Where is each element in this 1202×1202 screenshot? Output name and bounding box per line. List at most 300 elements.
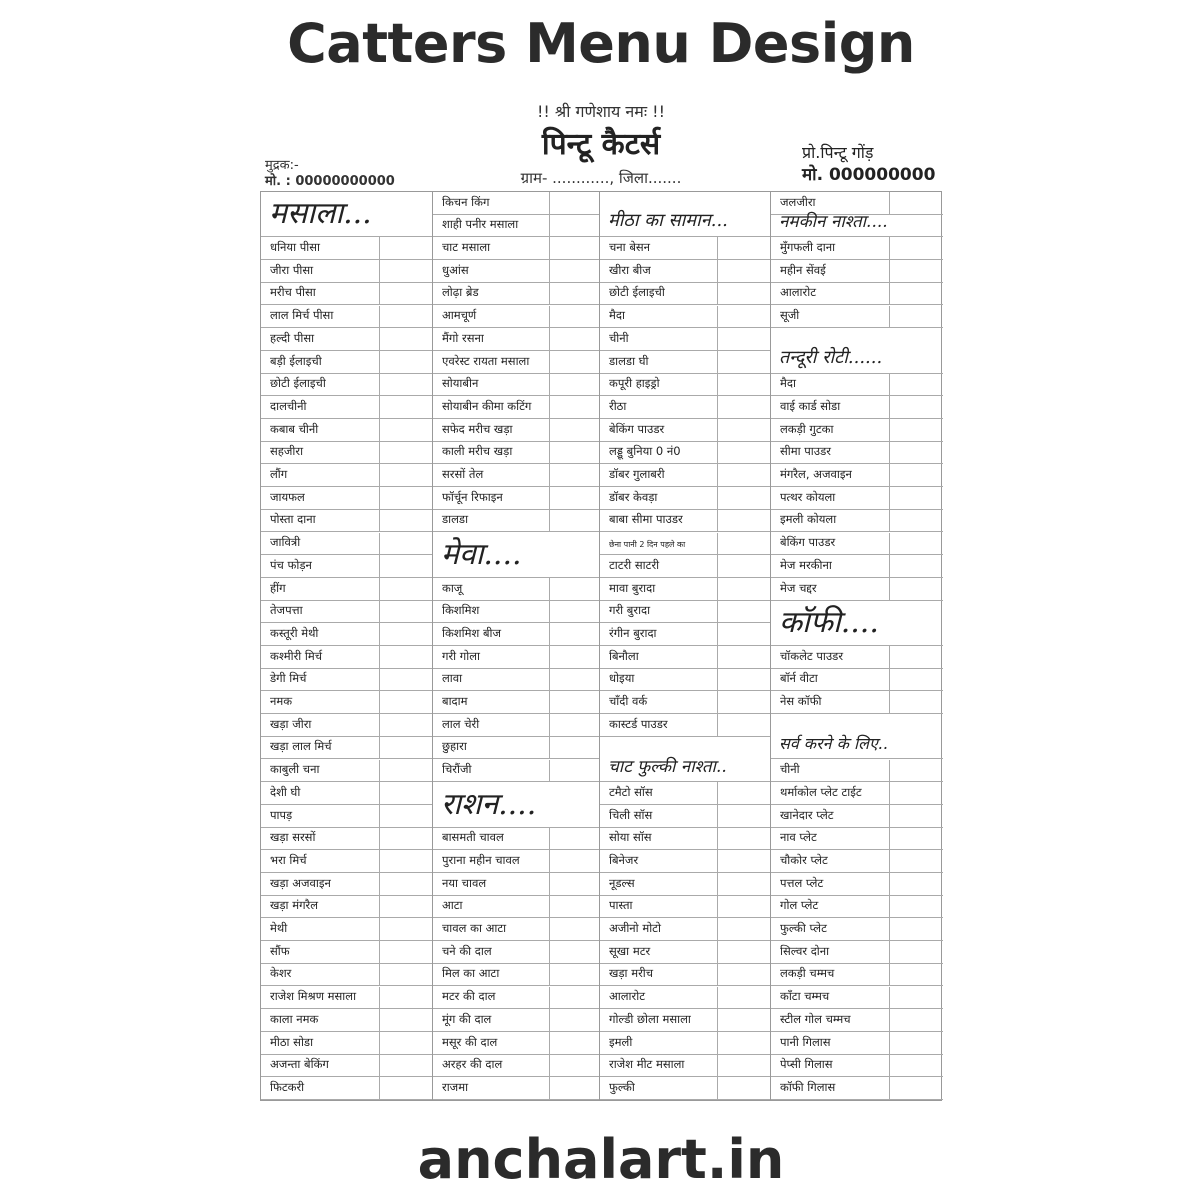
quantity-cell[interactable] bbox=[379, 328, 432, 350]
quantity-cell[interactable] bbox=[717, 714, 770, 736]
menu-item-row bbox=[771, 237, 943, 260]
quantity-cell[interactable] bbox=[889, 782, 943, 804]
section-heading-text: मसाला... bbox=[269, 196, 372, 232]
quantity-cell[interactable] bbox=[549, 578, 599, 600]
menu-item-row bbox=[261, 374, 432, 397]
quantity-cell[interactable] bbox=[889, 306, 943, 328]
menu-item-name: कॉफी गिलास bbox=[780, 1079, 836, 1094]
quantity-cell[interactable] bbox=[889, 669, 943, 691]
menu-item-row bbox=[433, 237, 599, 260]
quantity-cell[interactable] bbox=[717, 396, 770, 418]
quantity-cell[interactable] bbox=[889, 555, 943, 577]
menu-item-row bbox=[771, 442, 943, 465]
quantity-cell[interactable] bbox=[549, 283, 599, 305]
menu-item-row bbox=[261, 987, 432, 1010]
quantity-cell[interactable] bbox=[717, 442, 770, 464]
menu-item-row bbox=[600, 873, 770, 896]
menu-item-name: कश्मीरी मिर्च bbox=[270, 648, 323, 663]
proprietor-mobile: मो. 000000000 bbox=[802, 165, 936, 185]
menu-item-name: जलजीरा bbox=[780, 194, 816, 209]
menu-item-row bbox=[433, 306, 599, 329]
menu-item-name: अजीनो मोटो bbox=[609, 921, 661, 936]
menu-item-name: पापड़ bbox=[270, 807, 293, 822]
quantity-cell[interactable] bbox=[717, 283, 770, 305]
menu-item-name: इमली bbox=[609, 1034, 633, 1049]
quantity-cell[interactable] bbox=[379, 283, 432, 305]
quantity-cell[interactable] bbox=[717, 646, 770, 668]
quantity-cell[interactable] bbox=[549, 987, 599, 1009]
quantity-cell[interactable] bbox=[379, 964, 432, 986]
quantity-cell[interactable] bbox=[379, 419, 432, 441]
quantity-cell[interactable] bbox=[717, 691, 770, 713]
quantity-cell[interactable] bbox=[549, 464, 599, 486]
menu-item-name: सहजीरा bbox=[270, 444, 304, 459]
quantity-cell[interactable] bbox=[889, 283, 943, 305]
menu-item-row bbox=[771, 850, 943, 873]
quantity-cell[interactable] bbox=[379, 487, 432, 509]
quantity-cell[interactable] bbox=[379, 805, 432, 827]
quantity-cell[interactable] bbox=[379, 873, 432, 895]
quantity-cell[interactable] bbox=[379, 1032, 432, 1054]
menu-item-row bbox=[771, 646, 943, 669]
menu-item-row bbox=[261, 896, 432, 919]
section-heading-text: राशन.... bbox=[441, 786, 537, 822]
menu-item-name: कपूरी हाइड्रो bbox=[609, 376, 660, 391]
menu-item-row bbox=[600, 533, 770, 556]
quantity-cell[interactable] bbox=[379, 1055, 432, 1077]
quantity-cell[interactable] bbox=[549, 737, 599, 759]
menu-item-row bbox=[433, 1009, 599, 1032]
quantity-cell[interactable] bbox=[717, 237, 770, 259]
menu-item-row bbox=[261, 1077, 432, 1100]
menu-item-name: पेप्सी गिलास bbox=[780, 1057, 833, 1072]
quantity-cell[interactable] bbox=[549, 918, 599, 940]
menu-item-name: बिनौला bbox=[609, 648, 639, 663]
menu-item-name: शाही पनीर मसाला bbox=[442, 217, 519, 232]
menu-item-name: छुहारा bbox=[442, 739, 467, 754]
quantity-cell[interactable] bbox=[549, 419, 599, 441]
menu-item-row bbox=[771, 987, 943, 1010]
menu-item-name: सोया सॉस bbox=[609, 830, 652, 845]
quantity-cell[interactable] bbox=[379, 510, 432, 532]
menu-item-row bbox=[433, 374, 599, 397]
menu-item-row bbox=[600, 374, 770, 397]
quantity-cell[interactable] bbox=[717, 782, 770, 804]
footer-website: anchalart.in bbox=[417, 1128, 785, 1191]
quantity-cell[interactable] bbox=[717, 555, 770, 577]
quantity-cell[interactable] bbox=[717, 374, 770, 396]
quantity-cell[interactable] bbox=[549, 964, 599, 986]
menu-item-row bbox=[433, 941, 599, 964]
quantity-cell[interactable] bbox=[717, 1055, 770, 1077]
quantity-cell[interactable] bbox=[889, 850, 943, 872]
quantity-cell[interactable] bbox=[379, 782, 432, 804]
quantity-cell[interactable] bbox=[549, 351, 599, 373]
quantity-cell[interactable] bbox=[549, 1077, 599, 1099]
menu-item-name: भरा मिर्च bbox=[270, 852, 307, 867]
section-heading bbox=[600, 192, 770, 237]
address-line: ग्राम- ............, जिला....... bbox=[520, 169, 682, 187]
quantity-cell[interactable] bbox=[889, 464, 943, 486]
quantity-cell[interactable] bbox=[549, 1032, 599, 1054]
quantity-cell[interactable] bbox=[379, 918, 432, 940]
quantity-cell[interactable] bbox=[379, 623, 432, 645]
menu-item-name: आटा bbox=[442, 898, 463, 913]
menu-item-name: अजन्ता बेकिंग bbox=[270, 1057, 329, 1072]
quantity-cell[interactable] bbox=[889, 192, 943, 214]
quantity-cell[interactable] bbox=[889, 396, 943, 418]
menu-item-name: मसूर की दाल bbox=[442, 1034, 498, 1049]
quantity-cell[interactable] bbox=[549, 260, 599, 282]
menu-item-name: बॉर्न वीटा bbox=[780, 671, 818, 686]
quantity-cell[interactable] bbox=[549, 442, 599, 464]
menu-item-name: बिनेजर bbox=[609, 852, 639, 867]
menu-item-name: मीठा सोडा bbox=[270, 1034, 314, 1049]
quantity-cell[interactable] bbox=[889, 1077, 943, 1099]
menu-item-name: चॉकलेट पाउडर bbox=[780, 648, 844, 663]
quantity-cell[interactable] bbox=[717, 1077, 770, 1099]
menu-item-name: चने की दाल bbox=[442, 943, 492, 958]
menu-item-name: सूजी bbox=[780, 308, 800, 323]
menu-item-row bbox=[771, 510, 943, 533]
menu-item-name: सरसों तेल bbox=[442, 467, 484, 482]
quantity-cell[interactable] bbox=[379, 533, 432, 555]
menu-item-row bbox=[771, 964, 943, 987]
quantity-cell[interactable] bbox=[379, 374, 432, 396]
menu-item-row bbox=[771, 1009, 943, 1032]
menu-item-row bbox=[261, 964, 432, 987]
quantity-cell[interactable] bbox=[379, 578, 432, 600]
menu-item-name: चाट मसाला bbox=[442, 240, 491, 255]
menu-item-row bbox=[771, 1055, 943, 1078]
menu-item-row bbox=[600, 941, 770, 964]
quantity-cell[interactable] bbox=[549, 1055, 599, 1077]
menu-item-name: खड़ा अजवाइन bbox=[270, 875, 331, 890]
menu-item-row bbox=[433, 646, 599, 669]
quantity-cell[interactable] bbox=[717, 487, 770, 509]
quantity-cell[interactable] bbox=[379, 941, 432, 963]
quantity-cell[interactable] bbox=[379, 464, 432, 486]
menu-item-name: गोल्डी छोला मसाला bbox=[609, 1011, 691, 1026]
quantity-cell[interactable] bbox=[889, 419, 943, 441]
menu-item-row bbox=[600, 1077, 770, 1100]
quantity-cell[interactable] bbox=[717, 260, 770, 282]
quantity-cell[interactable] bbox=[717, 601, 770, 623]
menu-item-name: बाबा सीमा पाउडर bbox=[609, 512, 683, 527]
quantity-cell[interactable] bbox=[889, 260, 943, 282]
menu-item-name: बेकिंग पाउडर bbox=[609, 421, 665, 436]
quantity-cell[interactable] bbox=[549, 374, 599, 396]
menu-item-row bbox=[433, 737, 599, 760]
menu-item-name: फॉर्चून रिफाइन bbox=[442, 489, 503, 504]
quantity-cell[interactable] bbox=[549, 1009, 599, 1031]
quantity-cell[interactable] bbox=[549, 850, 599, 872]
quantity-cell[interactable] bbox=[379, 306, 432, 328]
menu-item-name: चिली सॉस bbox=[609, 807, 653, 822]
menu-item-row bbox=[433, 964, 599, 987]
quantity-cell[interactable] bbox=[717, 1032, 770, 1054]
menu-item-name: धनिया पीसा bbox=[270, 240, 321, 255]
quantity-cell[interactable] bbox=[889, 964, 943, 986]
menu-item-name: मंगरैल, अजवाइन bbox=[780, 467, 852, 482]
quantity-cell[interactable] bbox=[549, 306, 599, 328]
quantity-cell[interactable] bbox=[717, 805, 770, 827]
quantity-cell[interactable] bbox=[549, 714, 599, 736]
section-heading-text: कॉफी.... bbox=[779, 604, 879, 640]
section-heading bbox=[771, 601, 943, 646]
menu-item-name: लकड़ी चम्मच bbox=[780, 966, 835, 981]
quantity-cell[interactable] bbox=[889, 760, 943, 782]
menu-sheet bbox=[260, 191, 942, 1101]
menu-item-row bbox=[433, 487, 599, 510]
quantity-cell[interactable] bbox=[379, 1077, 432, 1099]
quantity-cell[interactable] bbox=[717, 464, 770, 486]
quantity-cell[interactable] bbox=[379, 646, 432, 668]
quantity-cell[interactable] bbox=[379, 601, 432, 623]
menu-item-row bbox=[600, 306, 770, 329]
quantity-cell[interactable] bbox=[889, 442, 943, 464]
quantity-cell[interactable] bbox=[717, 578, 770, 600]
menu-item-row bbox=[771, 533, 943, 556]
menu-item-row bbox=[261, 396, 432, 419]
firm-name: पिन्टू कैटर्स bbox=[541, 127, 661, 162]
menu-item-row bbox=[600, 782, 770, 805]
menu-item-row bbox=[261, 941, 432, 964]
menu-item-row bbox=[261, 555, 432, 578]
quantity-cell[interactable] bbox=[717, 964, 770, 986]
quantity-cell[interactable] bbox=[549, 237, 599, 259]
quantity-cell[interactable] bbox=[889, 691, 943, 713]
menu-item-row bbox=[600, 691, 770, 714]
menu-item-row bbox=[261, 850, 432, 873]
menu-item-row bbox=[600, 1009, 770, 1032]
quantity-cell[interactable] bbox=[889, 873, 943, 895]
menu-item-name: फुल्की प्लेट bbox=[780, 921, 827, 936]
quantity-cell[interactable] bbox=[379, 260, 432, 282]
quantity-cell[interactable] bbox=[549, 646, 599, 668]
menu-item-row bbox=[600, 828, 770, 851]
quantity-cell[interactable] bbox=[717, 896, 770, 918]
menu-item-name: खानेदार प्लेट bbox=[780, 807, 834, 822]
quantity-cell[interactable] bbox=[549, 192, 599, 214]
menu-item-name: केशर bbox=[270, 966, 292, 981]
quantity-cell[interactable] bbox=[717, 873, 770, 895]
quantity-cell[interactable] bbox=[889, 510, 943, 532]
menu-item-name: पुराना महीन चावल bbox=[442, 852, 520, 867]
quantity-cell[interactable] bbox=[717, 306, 770, 328]
quantity-cell[interactable] bbox=[379, 669, 432, 691]
quantity-cell[interactable] bbox=[549, 215, 599, 237]
menu-item-row bbox=[600, 918, 770, 941]
menu-item-row bbox=[261, 487, 432, 510]
quantity-cell[interactable] bbox=[717, 669, 770, 691]
menu-item-row bbox=[433, 601, 599, 624]
menu-item-row bbox=[433, 987, 599, 1010]
menu-item-name: फुल्की bbox=[609, 1079, 635, 1094]
menu-item-name: तेजपत्ता bbox=[270, 603, 303, 618]
quantity-cell[interactable] bbox=[379, 850, 432, 872]
menu-item-name: नया चावल bbox=[442, 875, 487, 890]
menu-item-name: बड़ी ईलाइची bbox=[270, 353, 322, 368]
menu-item-name: टमैटो सॉस bbox=[609, 784, 653, 799]
quantity-cell[interactable] bbox=[549, 396, 599, 418]
quantity-cell[interactable] bbox=[889, 374, 943, 396]
menu-item-name: नेस कॉफी bbox=[780, 694, 822, 709]
quantity-cell[interactable] bbox=[549, 623, 599, 645]
quantity-cell[interactable] bbox=[889, 533, 943, 555]
quantity-cell[interactable] bbox=[549, 487, 599, 509]
proprietor-name: प्रो.पिन्टू गोंड़ bbox=[802, 143, 874, 162]
quantity-cell[interactable] bbox=[717, 510, 770, 532]
menu-item-name: पोस्ता दाना bbox=[270, 512, 316, 527]
menu-item-name: मुँगफली दाना bbox=[780, 240, 836, 255]
menu-item-row bbox=[771, 578, 943, 601]
menu-item-name: छोटी ईलाइची bbox=[270, 376, 326, 391]
quantity-cell[interactable] bbox=[717, 941, 770, 963]
proprietor-info bbox=[802, 142, 935, 186]
menu-item-row bbox=[771, 669, 943, 692]
menu-item-name: चिरौंजी bbox=[442, 762, 472, 777]
menu-item-name: गोल प्लेट bbox=[780, 898, 819, 913]
quantity-cell[interactable] bbox=[379, 555, 432, 577]
menu-item-name: डालडा घी bbox=[609, 353, 649, 368]
quantity-cell[interactable] bbox=[889, 578, 943, 600]
quantity-cell[interactable] bbox=[549, 873, 599, 895]
quantity-cell[interactable] bbox=[379, 1009, 432, 1031]
page-title: Catters Menu Design bbox=[287, 12, 915, 75]
menu-item-row bbox=[261, 805, 432, 828]
quantity-cell[interactable] bbox=[549, 601, 599, 623]
quantity-cell[interactable] bbox=[717, 623, 770, 645]
quantity-cell[interactable] bbox=[717, 1009, 770, 1031]
menu-item-row bbox=[261, 351, 432, 374]
menu-item-row bbox=[433, 1055, 599, 1078]
quantity-cell[interactable] bbox=[379, 828, 432, 850]
menu-column-3 bbox=[600, 192, 771, 1100]
quantity-cell[interactable] bbox=[889, 646, 943, 668]
menu-item-row bbox=[771, 419, 943, 442]
menu-item-row bbox=[771, 487, 943, 510]
quantity-cell[interactable] bbox=[717, 987, 770, 1009]
menu-item-name: बासमती चावल bbox=[442, 830, 504, 845]
menu-item-name: लड्डू बुनिया 0 नं0 bbox=[609, 444, 681, 459]
quantity-cell[interactable] bbox=[717, 328, 770, 350]
menu-item-row bbox=[261, 260, 432, 283]
menu-item-name: सफेद मरीच खड़ा bbox=[442, 421, 513, 436]
quantity-cell[interactable] bbox=[717, 533, 770, 555]
menu-item-row bbox=[771, 873, 943, 896]
quantity-cell[interactable] bbox=[549, 941, 599, 963]
menu-item-name: खड़ा लाल मिर्च bbox=[270, 739, 332, 754]
quantity-cell[interactable] bbox=[889, 1032, 943, 1054]
quantity-cell[interactable] bbox=[549, 828, 599, 850]
menu-item-row bbox=[600, 601, 770, 624]
menu-item-row bbox=[433, 623, 599, 646]
quantity-cell[interactable] bbox=[717, 351, 770, 373]
quantity-cell[interactable] bbox=[379, 737, 432, 759]
menu-item-name: स्टील गोल चम्मच bbox=[780, 1011, 851, 1026]
menu-item-name: जायफल bbox=[270, 489, 305, 504]
menu-item-row bbox=[433, 669, 599, 692]
menu-item-name: बेकिंग पाउडर bbox=[780, 535, 836, 550]
quantity-cell[interactable] bbox=[717, 918, 770, 940]
quantity-cell[interactable] bbox=[889, 896, 943, 918]
quantity-cell[interactable] bbox=[549, 896, 599, 918]
menu-item-row bbox=[600, 850, 770, 873]
quantity-cell[interactable] bbox=[889, 237, 943, 259]
menu-item-row bbox=[433, 283, 599, 306]
quantity-cell[interactable] bbox=[889, 941, 943, 963]
menu-item-name: काबुली चना bbox=[270, 762, 320, 777]
quantity-cell[interactable] bbox=[379, 396, 432, 418]
menu-item-name: मटर की दाल bbox=[442, 989, 496, 1004]
quantity-cell[interactable] bbox=[549, 510, 599, 532]
quantity-cell[interactable] bbox=[549, 669, 599, 691]
menu-item-name: राजेश मीट मसाला bbox=[609, 1057, 685, 1072]
quantity-cell[interactable] bbox=[379, 987, 432, 1009]
quantity-cell[interactable] bbox=[379, 896, 432, 918]
quantity-cell[interactable] bbox=[717, 419, 770, 441]
menu-item-row bbox=[771, 941, 943, 964]
menu-item-row bbox=[600, 351, 770, 374]
quantity-cell[interactable] bbox=[889, 987, 943, 1009]
quantity-cell[interactable] bbox=[717, 850, 770, 872]
menu-item-row bbox=[433, 918, 599, 941]
menu-item-row bbox=[600, 1032, 770, 1055]
menu-item-row bbox=[771, 782, 943, 805]
quantity-cell[interactable] bbox=[379, 237, 432, 259]
quantity-cell[interactable] bbox=[889, 487, 943, 509]
menu-item-name: चीनी bbox=[780, 762, 800, 777]
menu-item-row bbox=[600, 987, 770, 1010]
quantity-cell[interactable] bbox=[889, 1055, 943, 1077]
menu-item-name: दालचीनी bbox=[270, 398, 307, 413]
quantity-cell[interactable] bbox=[379, 760, 432, 782]
menu-item-name: छेना पानी 2 दिन पहले का bbox=[609, 540, 686, 550]
menu-item-row bbox=[600, 237, 770, 260]
menu-item-row bbox=[600, 805, 770, 828]
menu-item-row bbox=[433, 328, 599, 351]
menu-item-row bbox=[600, 510, 770, 533]
quantity-cell[interactable] bbox=[717, 828, 770, 850]
menu-item-row bbox=[433, 828, 599, 851]
menu-item-row bbox=[261, 760, 432, 783]
quantity-cell[interactable] bbox=[379, 714, 432, 736]
quantity-cell[interactable] bbox=[549, 760, 599, 782]
menu-item-name: लाल मिर्च पीसा bbox=[270, 308, 334, 323]
menu-item-name: डॉबर केवड़ा bbox=[609, 489, 658, 504]
section-heading-text: नमकीन नाश्ता.... bbox=[779, 212, 888, 233]
menu-item-row bbox=[600, 646, 770, 669]
menu-item-row bbox=[433, 760, 599, 783]
quantity-cell[interactable] bbox=[379, 351, 432, 373]
quantity-cell[interactable] bbox=[379, 442, 432, 464]
menu-item-name: गरी बुरादा bbox=[609, 603, 651, 618]
quantity-cell[interactable] bbox=[549, 328, 599, 350]
quantity-cell[interactable] bbox=[379, 691, 432, 713]
menu-item-name: नूडल्स bbox=[609, 875, 635, 890]
quantity-cell[interactable] bbox=[889, 918, 943, 940]
menu-item-name: गरी गोला bbox=[442, 648, 481, 663]
section-heading bbox=[771, 714, 943, 759]
menu-item-name: फिटकरी bbox=[270, 1079, 305, 1094]
quantity-cell[interactable] bbox=[889, 828, 943, 850]
quantity-cell[interactable] bbox=[889, 1009, 943, 1031]
section-heading bbox=[261, 192, 432, 237]
quantity-cell[interactable] bbox=[889, 805, 943, 827]
quantity-cell[interactable] bbox=[549, 691, 599, 713]
menu-item-row bbox=[261, 601, 432, 624]
